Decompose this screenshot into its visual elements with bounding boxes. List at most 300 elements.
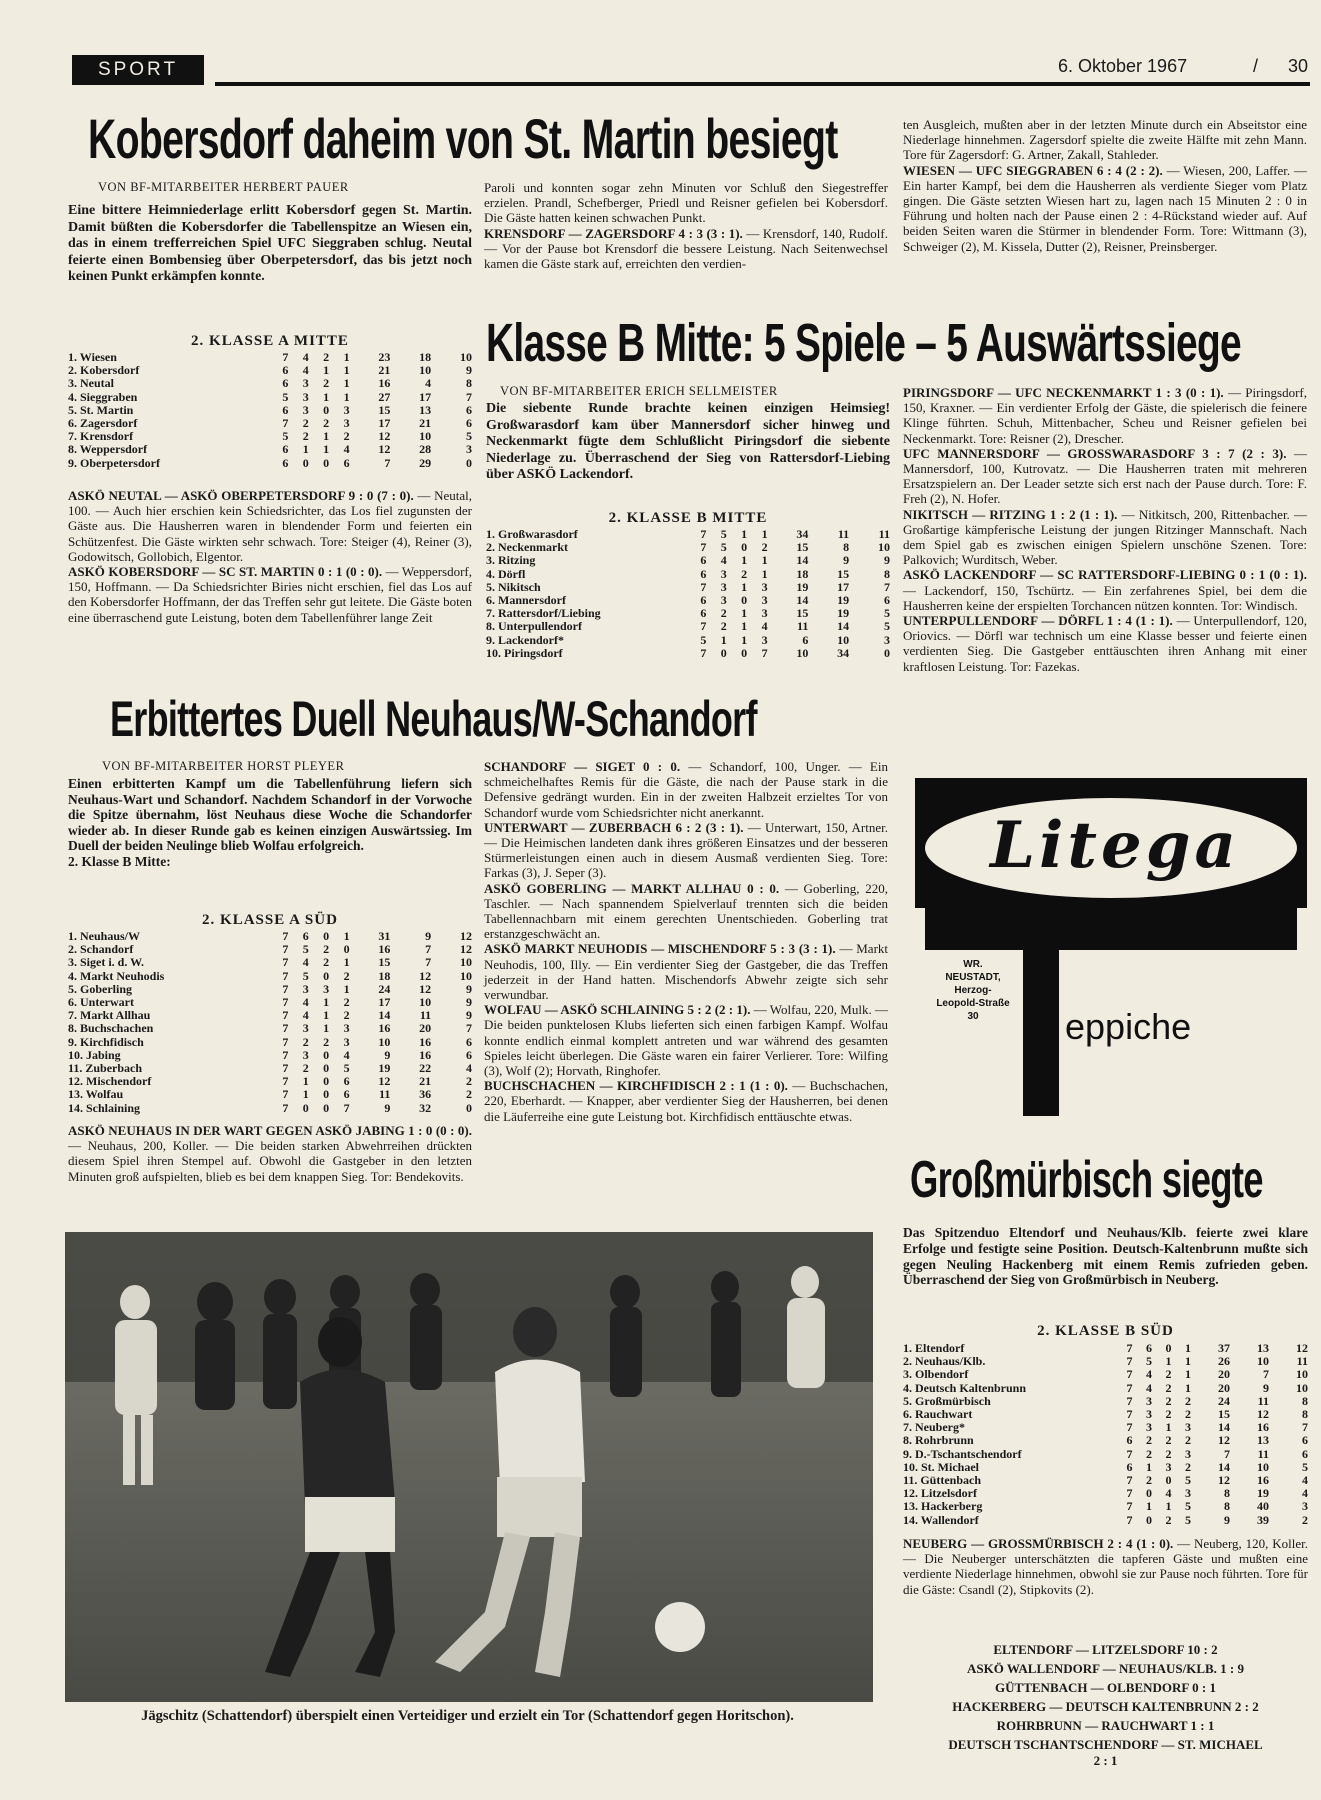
table-row bbox=[486, 554, 890, 567]
report: WIESEN — UFC SIEGGRABEN 6 : 4 (2 : 2). — Wiesen, 200, Laffer. — Ein harter Kampf, bei dem die Hausherren als verdiente Sieger vom Platz gingen. Die Gäste setzten Wiesen hart zu, lagen nach 15 Minuten 2 : 0 in Führung und holten nach der Pause einen 2 : 4-Rückstand wieder auf. Auf beiden Seiten waren die Stürmer in blendender Form. Tore: Wittmann (3), Schweiger (2), M. Kissela, Dutter (2), Reisner, Preinsberger. bbox=[903, 162, 1307, 254]
stat-cell: 10 bbox=[460, 955, 472, 970]
stat-cell: 18 bbox=[796, 566, 809, 581]
team-name: 1. Eltendorf bbox=[903, 1341, 965, 1355]
stat-cell: 1 bbox=[741, 579, 748, 594]
team-name: 4. Dörfl bbox=[486, 566, 526, 581]
stat-cell: 4 bbox=[302, 955, 309, 970]
stat-cell: 6 bbox=[466, 1034, 472, 1049]
table-row bbox=[68, 956, 472, 969]
stat-cell: 10 bbox=[1296, 1367, 1308, 1382]
stat-cell: 1 bbox=[741, 527, 748, 541]
stat-cell: 13 bbox=[1257, 1341, 1269, 1355]
stat-cell: 10 bbox=[460, 350, 472, 364]
stat-cell: 1 bbox=[323, 1008, 330, 1023]
team-name: 4. Sieggraben bbox=[68, 389, 138, 404]
standings-table-b-mitte bbox=[486, 528, 890, 660]
stat-cell: 7 bbox=[282, 968, 289, 983]
stat-cell: 8 bbox=[1224, 1499, 1230, 1514]
article1-col2 bbox=[484, 180, 888, 271]
stat-cell: 11 bbox=[1257, 1446, 1269, 1461]
header-separator: / bbox=[1253, 56, 1259, 76]
stat-cell: 9 bbox=[1224, 1512, 1230, 1527]
stat-cell: 4 bbox=[1165, 1486, 1172, 1501]
report: KRENSDORF — ZAGERSDORF 4 : 3 (3 : 1). — Krensdorf, 140, Rudolf. — Vor der Pause bot Krensdorf die bessere Leistung. Nach Seitenwechsel kamen die Gäste stark auf, erreichten den verdien- bbox=[484, 225, 888, 272]
team-name: 4. Markt Neuhodis bbox=[68, 968, 165, 983]
team-name: 5. Großmürbisch bbox=[903, 1393, 991, 1408]
stat-cell: 7 bbox=[761, 645, 768, 660]
stat-cell: 7 bbox=[282, 995, 289, 1010]
stat-cell: 3 bbox=[343, 402, 350, 417]
stat-cell: 7 bbox=[1126, 1499, 1133, 1514]
report: ASKÖ GOBERLING — MARKT ALLHAU 0 : 0. — Goberling, 220, Taschler. — Nach spannendem Spielverlauf trennten sich die beiden Tabellennachbarn mit einem gerechten Unentschieden. Goberling trat erstanzgeschwächt an. bbox=[484, 880, 888, 942]
stat-cell: 5 bbox=[302, 942, 309, 957]
stat-cell: 17 bbox=[837, 579, 850, 594]
stat-cell: 5 bbox=[884, 619, 890, 634]
stat-cell: 10 bbox=[1257, 1354, 1269, 1369]
stat-cell: 4 bbox=[302, 363, 309, 378]
team-name: 13. Wolfau bbox=[68, 1087, 124, 1102]
stat-cell: 0 bbox=[1146, 1512, 1152, 1527]
result-line: ELTENDORF — LITZELSDORF 10 : 2 bbox=[993, 1642, 1218, 1657]
stat-cell: 0 bbox=[884, 645, 890, 660]
stat-cell: 6 bbox=[466, 416, 472, 431]
football-ball bbox=[655, 1602, 705, 1652]
stat-cell: 3 bbox=[1146, 1420, 1152, 1435]
stat-cell: 1 bbox=[741, 553, 748, 568]
stat-cell: 0 bbox=[323, 402, 330, 417]
stat-cell: 11 bbox=[379, 1087, 391, 1102]
report: UNTERPULLENDORF — DÖRFL 1 : 4 (1 : 1). — Unterpullendorf, 120, Oriovics. — Dörfl war technisch um eine Klasse besser und feierte einen verdienten Sieg. Die Gastgeber enttäuschten ihren Anhang mit einer kraftlosen Leistung. Tor: Fazekas. bbox=[903, 613, 1308, 674]
stat-cell: 3 bbox=[720, 566, 727, 581]
stat-cell: 1 bbox=[1185, 1354, 1191, 1369]
stat-cell: 5 bbox=[1185, 1499, 1191, 1514]
stat-cell: 1 bbox=[323, 429, 330, 444]
article1-col3 bbox=[903, 117, 1307, 254]
stat-cell: 4 bbox=[1302, 1473, 1308, 1488]
stat-cell: 21 bbox=[419, 1074, 432, 1089]
stat-cell: 1 bbox=[323, 363, 330, 378]
stat-cell: 26 bbox=[1218, 1354, 1230, 1369]
stat-cell: 1 bbox=[343, 929, 350, 943]
ad-address bbox=[925, 958, 1021, 1023]
stat-cell: 6 bbox=[1302, 1446, 1308, 1461]
stat-cell: 1 bbox=[741, 632, 748, 647]
team-name: 3. Ritzing bbox=[486, 553, 536, 568]
stat-cell: 15 bbox=[378, 402, 391, 417]
stat-cell: 0 bbox=[741, 593, 748, 608]
stat-cell: 19 bbox=[796, 579, 809, 594]
team-name: 3. Neutal bbox=[68, 376, 114, 391]
team-name: 6. Rauchwart bbox=[903, 1407, 973, 1422]
stat-cell: 8 bbox=[1224, 1486, 1230, 1501]
stat-cell: 1 bbox=[720, 632, 727, 647]
stat-cell: 2 bbox=[720, 606, 727, 621]
stat-cell: 2 bbox=[1165, 1512, 1172, 1527]
stat-cell: 11 bbox=[878, 527, 890, 541]
stat-cell: 2 bbox=[323, 416, 330, 431]
stat-cell: 11 bbox=[419, 1008, 432, 1023]
stat-cell: 12 bbox=[1218, 1433, 1230, 1448]
stat-cell: 6 bbox=[700, 553, 707, 568]
stat-cell: 8 bbox=[884, 566, 890, 581]
team-name: 10. Piringsdorf bbox=[486, 645, 563, 660]
stat-cell: 3 bbox=[343, 1021, 350, 1036]
stat-cell: 16 bbox=[419, 1047, 432, 1062]
stat-cell: 22 bbox=[419, 1061, 432, 1076]
stat-cell: 5 bbox=[282, 429, 289, 444]
stat-cell: 6 bbox=[282, 402, 289, 417]
stat-cell: 7 bbox=[425, 955, 432, 970]
stat-cell: 2 bbox=[1165, 1393, 1172, 1408]
stat-cell: 6 bbox=[343, 1087, 350, 1102]
team-name: 14. Wallendorf bbox=[903, 1512, 979, 1527]
report: BUCHSCHACHEN — KIRCHFIDISCH 2 : 1 (1 : 0). — Buchschachen, 220, Eberhardt. — Knapper, aber verdienter Sieg der Hausherren, bei denen die Läuferreihe eine gute Leistung bot. Kirchfidisch enttäuschte etwas. bbox=[484, 1078, 889, 1124]
standings-table-a-sued bbox=[68, 930, 472, 1115]
stat-cell: 19 bbox=[837, 606, 850, 621]
stat-cell: 16 bbox=[378, 1021, 391, 1036]
article2-headline: Klasse B Mitte: 5 Spiele – 5 Auswärtssiege bbox=[486, 313, 1241, 373]
team-name: 7. Krensdorf bbox=[68, 429, 134, 444]
stat-cell: 0 bbox=[466, 1100, 472, 1115]
stat-cell: 9 bbox=[843, 553, 850, 568]
table-row bbox=[486, 647, 890, 660]
stat-cell: 1 bbox=[343, 981, 350, 996]
stat-cell: 5 bbox=[343, 1061, 350, 1076]
report: WOLFAU — ASKÖ SCHLAINING 5 : 2 (2 : 1). — Wolfau, 220, Mulk. — Die beiden punktelosen Klubs lieferten sich einen farbigen Kampf. Wolfau konnte endlich einmal komplett antreten und war während des gesamten Spieles leicht überlegen. Die Gäste waren ein fairer Verlierer. Tore: Wilfing (3), Wolf (2); Horvath, Ringhofer. bbox=[484, 1002, 888, 1079]
table-row bbox=[486, 541, 890, 554]
stat-cell: 9 bbox=[466, 1008, 472, 1023]
stat-cell: 4 bbox=[343, 442, 350, 457]
table-row bbox=[68, 1036, 472, 1049]
stat-cell: 7 bbox=[700, 527, 707, 541]
result-line: DEUTSCH TSCHANTSCHENDORF — ST. MICHAEL bbox=[948, 1737, 1263, 1752]
table-row bbox=[486, 634, 890, 647]
match-photo bbox=[65, 1232, 873, 1702]
team-name: 9. Kirchfidisch bbox=[68, 1034, 144, 1049]
ad-brand: Litega bbox=[990, 808, 1240, 883]
report: SCHANDORF — SIGET 0 : 0. — Schandorf, 100, Unger. — Ein schmeichelhaftes Remis für die Gäste, die nach der Pause stark in die Defensive gedrängt wurden. Ein in der zweiten Halbzeit erzieltes Tor von Schandorf wurde vom Schiedsrichter nicht anerkannt. bbox=[484, 759, 888, 820]
stat-cell: 7 bbox=[1126, 1367, 1133, 1382]
stat-cell: 6 bbox=[1302, 1433, 1308, 1448]
stat-cell: 4 bbox=[761, 619, 768, 634]
article1-lead: Eine bittere Heimniederlage erlitt Kobersdorf gegen St. Martin. Damit büßten die Kobersdorfer die Tabellenspitze an Wiesen ein, das in einem trefferreichen Spiel UFC Sieggraben schlug. Neutal feierte einen Bombensieg über Oberpetersdorf, das bis jetzt noch keinen Punkt erkämpfen konnte. bbox=[68, 203, 472, 284]
team-name: 11. Zuberbach bbox=[68, 1061, 143, 1076]
litega-advertisement bbox=[915, 778, 1307, 1130]
table-row bbox=[903, 1382, 1308, 1395]
stat-cell: 10 bbox=[1296, 1380, 1308, 1395]
article2-reports bbox=[903, 385, 1307, 674]
stat-cell: 6 bbox=[700, 606, 707, 621]
stat-cell: 5 bbox=[1185, 1473, 1191, 1488]
stat-cell: 7 bbox=[282, 1047, 289, 1062]
stat-cell: 18 bbox=[378, 968, 391, 983]
stat-cell: 0 bbox=[302, 455, 309, 470]
stat-cell: 9 bbox=[1263, 1380, 1269, 1395]
article1-table-title: 2. KLASSE A MITTE bbox=[191, 333, 349, 349]
stat-cell: 16 bbox=[1257, 1420, 1269, 1435]
stat-cell: 13 bbox=[419, 402, 432, 417]
stat-cell: 4 bbox=[302, 995, 309, 1010]
team-name: 5. Goberling bbox=[68, 981, 133, 996]
team-name: 4. Deutsch Kaltenbrunn bbox=[903, 1380, 1027, 1395]
stat-cell: 6 bbox=[282, 455, 289, 470]
stat-cell: 1 bbox=[343, 389, 350, 404]
stat-cell: 3 bbox=[761, 606, 768, 621]
results-list bbox=[903, 1640, 1308, 1768]
stat-cell: 4 bbox=[302, 1008, 309, 1023]
stat-cell: 2 bbox=[1185, 1459, 1191, 1474]
team-name: 7. Rattersdorf/Liebing bbox=[486, 606, 601, 621]
stat-cell: 2 bbox=[1302, 1512, 1308, 1527]
article1-headline: Kobersdorf daheim von St. Martin besiegt bbox=[88, 107, 838, 170]
stat-cell: 1 bbox=[323, 389, 330, 404]
stat-cell: 8 bbox=[843, 540, 850, 555]
stat-cell: 8 bbox=[1302, 1407, 1308, 1422]
stat-cell: 3 bbox=[1185, 1446, 1191, 1461]
stat-cell: 36 bbox=[419, 1087, 432, 1102]
stat-cell: 16 bbox=[1257, 1473, 1269, 1488]
team-name: 10. Jabing bbox=[68, 1047, 121, 1062]
stat-cell: 20 bbox=[419, 1021, 432, 1036]
stat-cell: 6 bbox=[802, 632, 809, 647]
stat-cell: 10 bbox=[419, 429, 432, 444]
table-row bbox=[903, 1514, 1308, 1527]
stat-cell: 5 bbox=[884, 606, 890, 621]
stat-cell: 12 bbox=[378, 1074, 391, 1089]
stat-cell: 7 bbox=[1126, 1420, 1133, 1435]
stat-cell: 7 bbox=[425, 942, 432, 957]
stat-cell: 3 bbox=[323, 981, 330, 996]
stat-cell: 2 bbox=[1146, 1473, 1152, 1488]
team-name: 2. Schandorf bbox=[68, 942, 134, 957]
stat-cell: 1 bbox=[1165, 1420, 1172, 1435]
stat-cell: 2 bbox=[1165, 1446, 1172, 1461]
team-name: 1. Wiesen bbox=[68, 350, 117, 364]
stat-cell: 12 bbox=[378, 442, 391, 457]
stat-cell: 7 bbox=[1224, 1446, 1230, 1461]
stat-cell: 2 bbox=[761, 540, 768, 555]
stat-cell: 2 bbox=[1185, 1407, 1191, 1422]
stat-cell: 1 bbox=[343, 376, 350, 391]
article2-table-title: 2. KLASSE B MITTE bbox=[608, 510, 768, 526]
lead-text: Einen erbitterten Kampf um die Tabellenführung liefern sich Neuhaus-Wart und Schandorf. Nachdem Schandorf in der Vorwoche die Spitze übernahm, löst Neuhaus diese Woche die Schandorfer wieder ab. In dieser Runde gab es keinen einzigen Auswärtssieg. Im Duell der beiden Neulinge blieb Wolfau erfolgreich. bbox=[68, 776, 472, 853]
stat-cell: 12 bbox=[460, 942, 472, 957]
team-name: 14. Schlaining bbox=[68, 1100, 141, 1115]
table-row bbox=[68, 457, 472, 470]
stat-cell: 17 bbox=[419, 389, 432, 404]
stat-cell: 0 bbox=[323, 968, 330, 983]
team-name: 1. Großwarasdorf bbox=[486, 527, 578, 541]
stat-cell: 27 bbox=[378, 389, 391, 404]
report: ASKÖ LACKENDORF — SC RATTERSDORF-LIEBING 0 : 1 (0 : 1). — Lackendorf, 150, Tschürtz. — Ein zerfahrenes Spiel, bei dem die Hausherren keine der erspielten Torchancen nützen konnten. Tor: Windisch. bbox=[903, 567, 1307, 613]
stat-cell: 2 bbox=[1146, 1446, 1152, 1461]
stat-cell: 7 bbox=[1126, 1446, 1133, 1461]
report: PIRINGSDORF — UFC NECKENMARKT 1 : 3 (0 : 1). — Piringsdorf, 150, Kraxner. — Ein verdienter Erfolg der Gäste, die spielerisch die feinere Klinge führten. Schuh, Mittenbacher, Scheu und Reisner gefielen bei Neckenmarkt. Tore: Reisner (2), Drescher. bbox=[903, 385, 1307, 446]
address-line: Herzog- bbox=[954, 985, 992, 996]
stat-cell: 0 bbox=[323, 1047, 330, 1062]
stat-cell: 15 bbox=[837, 566, 850, 581]
stat-cell: 3 bbox=[1185, 1486, 1191, 1501]
stat-cell: 7 bbox=[1126, 1407, 1133, 1422]
stat-cell: 7 bbox=[1302, 1420, 1308, 1435]
stat-cell: 3 bbox=[302, 981, 309, 996]
stat-cell: 5 bbox=[720, 540, 727, 555]
stat-cell: 2 bbox=[466, 1074, 472, 1089]
report: UNTERWART — ZUBERBACH 6 : 2 (3 : 1). — Unterwart, 150, Artner. — Die Heimischen landeten dank ihres größeren Einsatzes und der besseren Stürmerleistungen einen auch in diesem Ausmaß verdienten Sieg. Tore: Farkas (3), J. Seper (3). bbox=[484, 819, 889, 881]
stat-cell: 3 bbox=[884, 632, 890, 647]
stat-cell: 0 bbox=[466, 455, 472, 470]
stat-cell: 1 bbox=[1165, 1499, 1172, 1514]
stat-cell: 3 bbox=[720, 579, 727, 594]
stat-cell: 6 bbox=[700, 566, 707, 581]
stat-cell: 34 bbox=[796, 527, 809, 541]
stat-cell: 3 bbox=[720, 593, 727, 608]
stat-cell: 2 bbox=[741, 566, 748, 581]
stat-cell: 7 bbox=[282, 1061, 289, 1076]
table-row bbox=[903, 1434, 1308, 1447]
report: ASKÖ MARKT NEUHODIS — MISCHENDORF 5 : 3 (3 : 1). — Markt Neuhodis, 100, Illy. — Ein verdienter Sieg der Gastgeber, die das Treffen jederzeit in der Hand hatten. Mischendorfs Abwehr zeigte sich sehr verwundbar. bbox=[484, 941, 889, 1003]
result-line: GÜTTENBACH — OLBENDORF 0 : 1 bbox=[995, 1680, 1216, 1695]
stat-cell: 12 bbox=[1296, 1341, 1308, 1355]
stat-cell: 3 bbox=[343, 416, 350, 431]
stat-cell: 7 bbox=[282, 1087, 289, 1102]
stat-cell: 11 bbox=[837, 527, 850, 541]
stat-cell: 7 bbox=[1126, 1473, 1133, 1488]
stat-cell: 5 bbox=[1302, 1459, 1308, 1474]
stat-cell: 4 bbox=[1146, 1380, 1152, 1395]
stat-cell: 3 bbox=[1185, 1420, 1191, 1435]
article1-col1-reports bbox=[68, 488, 472, 625]
stat-cell: 6 bbox=[343, 1074, 350, 1089]
stat-cell: 7 bbox=[1126, 1486, 1133, 1501]
team-name: 9. Lackendorf* bbox=[486, 632, 564, 647]
stat-cell: 7 bbox=[1126, 1354, 1133, 1369]
stat-cell: 14 bbox=[796, 553, 809, 568]
stat-cell: 2 bbox=[343, 429, 350, 444]
stat-cell: 1 bbox=[1185, 1341, 1191, 1355]
stat-cell: 3 bbox=[761, 579, 768, 594]
stat-cell: 2 bbox=[323, 955, 330, 970]
stat-cell: 0 bbox=[323, 1087, 330, 1102]
stat-cell: 2 bbox=[302, 1034, 309, 1049]
stat-cell: 2 bbox=[1165, 1367, 1172, 1382]
stat-cell: 7 bbox=[1126, 1512, 1133, 1527]
stat-cell: 4 bbox=[720, 553, 727, 568]
team-name: 3. Olbendorf bbox=[903, 1367, 969, 1382]
stat-cell: 0 bbox=[302, 1100, 309, 1115]
stat-cell: 2 bbox=[302, 416, 309, 431]
stat-cell: 7 bbox=[466, 389, 472, 404]
standings-table-b-sued bbox=[903, 1342, 1308, 1527]
stat-cell: 6 bbox=[282, 376, 289, 391]
stat-cell: 2 bbox=[1165, 1433, 1172, 1448]
issue-date: 6. Oktober 1967 bbox=[1058, 56, 1188, 76]
stat-cell: 1 bbox=[343, 955, 350, 970]
stat-cell: 7 bbox=[282, 981, 289, 996]
table-row bbox=[68, 364, 472, 377]
team-name: 6. Zagersdorf bbox=[68, 416, 138, 431]
stat-cell: 32 bbox=[419, 1100, 432, 1115]
report: NEUBERG — GROSSMÜRBISCH 2 : 4 (1 : 0). — Neuberg, 120, Koller. — Die Neuberger unterschätzten die tapferen Gäste und mußten eine verdiente Niederlage hinnehmen, obwohl sie zur Pause noch führten. Tore für die Gäste: Csandl (2), Stipkovits (2). bbox=[903, 1536, 1308, 1597]
lead-tail: 2. Klasse B Mitte: bbox=[68, 853, 171, 869]
stat-cell: 10 bbox=[419, 363, 432, 378]
stat-cell: 2 bbox=[323, 376, 330, 391]
stat-cell: 6 bbox=[1126, 1459, 1133, 1474]
team-name: 13. Hackerberg bbox=[903, 1499, 983, 1514]
stat-cell: 2 bbox=[323, 350, 330, 364]
stat-cell: 12 bbox=[419, 981, 432, 996]
stat-cell: 0 bbox=[720, 645, 727, 660]
page-number: 30 bbox=[1288, 56, 1309, 76]
stat-cell: 0 bbox=[323, 455, 330, 470]
stat-cell: 11 bbox=[1296, 1354, 1308, 1369]
stat-cell: 9 bbox=[384, 1100, 391, 1115]
team-name: 10. St. Michael bbox=[903, 1459, 979, 1474]
stat-cell: 10 bbox=[878, 540, 890, 555]
stat-cell: 15 bbox=[1218, 1407, 1230, 1422]
stat-cell: 7 bbox=[282, 1034, 289, 1049]
stat-cell: 2 bbox=[1185, 1433, 1191, 1448]
stat-cell: 2 bbox=[343, 995, 350, 1010]
stat-cell: 29 bbox=[419, 455, 432, 470]
stat-cell: 14 bbox=[1218, 1420, 1230, 1435]
stat-cell: 6 bbox=[282, 363, 289, 378]
team-name: 7. Neuberg* bbox=[903, 1420, 965, 1435]
stat-cell: 4 bbox=[1146, 1367, 1152, 1382]
stat-cell: 5 bbox=[1185, 1512, 1191, 1527]
stat-cell: 3 bbox=[343, 1034, 350, 1049]
team-name: 5. Nikitsch bbox=[486, 579, 541, 594]
stat-cell: 7 bbox=[700, 645, 707, 660]
team-name: 2. Neuhaus/Klb. bbox=[903, 1354, 986, 1369]
stat-cell: 20 bbox=[1218, 1367, 1230, 1382]
stat-cell: 16 bbox=[419, 1034, 432, 1049]
table-row bbox=[68, 1075, 472, 1088]
stat-cell: 7 bbox=[282, 416, 289, 431]
stat-cell: 4 bbox=[343, 1047, 350, 1062]
stat-cell: 0 bbox=[1146, 1486, 1152, 1501]
stat-cell: 2 bbox=[323, 942, 330, 957]
stat-cell: 7 bbox=[282, 1074, 289, 1089]
article4-lead: Das Spitzenduo Eltendorf und Neuhaus/Klb. feierte zwei klare Erfolge und festigte seine Position. Deutsch-Kaltenbrunn mußte sich gegen Neuling Hackenberg mit einem Remis zufrieden geben. Überraschend der Sieg von Großmürbisch in Neuberg. bbox=[903, 1225, 1308, 1288]
stat-cell: 5 bbox=[282, 389, 289, 404]
stat-cell: 34 bbox=[837, 645, 850, 660]
team-name: 2. Kobersdorf bbox=[68, 363, 140, 378]
stat-cell: 0 bbox=[343, 942, 350, 957]
stat-cell: 14 bbox=[378, 1008, 391, 1023]
stat-cell: 7 bbox=[1126, 1380, 1133, 1395]
stat-cell: 12 bbox=[378, 429, 391, 444]
stat-cell: 10 bbox=[419, 995, 432, 1010]
stat-cell: 3 bbox=[1146, 1407, 1152, 1422]
stat-cell: 14 bbox=[837, 619, 850, 634]
table-row bbox=[903, 1448, 1308, 1461]
paragraph: ten Ausgleich, mußten aber in der letzten Minute durch ein Abseitstor eine Niederlage hinnehmen. Zagersdorf spielte die zweite Hälfte mit zehn Mann. Tore für Zagersdorf: G. Artner, Zakall, Stahleder. bbox=[903, 117, 1307, 163]
team-name: 9. Oberpetersdorf bbox=[68, 455, 160, 470]
team-name: 6. Mannersdorf bbox=[486, 593, 566, 608]
stat-cell: 2 bbox=[466, 1087, 472, 1102]
stat-cell: 24 bbox=[1218, 1393, 1230, 1408]
stat-cell: 11 bbox=[797, 619, 809, 634]
article3-lead bbox=[68, 776, 472, 869]
stat-cell: 12 bbox=[419, 968, 432, 983]
stat-cell: 1 bbox=[1146, 1459, 1152, 1474]
stat-cell: 2 bbox=[302, 429, 309, 444]
stat-cell: 1 bbox=[302, 1087, 309, 1102]
article3-table-title: 2. KLASSE A SÜD bbox=[202, 912, 338, 928]
stat-cell: 7 bbox=[282, 942, 289, 957]
stat-cell: 7 bbox=[282, 955, 289, 970]
